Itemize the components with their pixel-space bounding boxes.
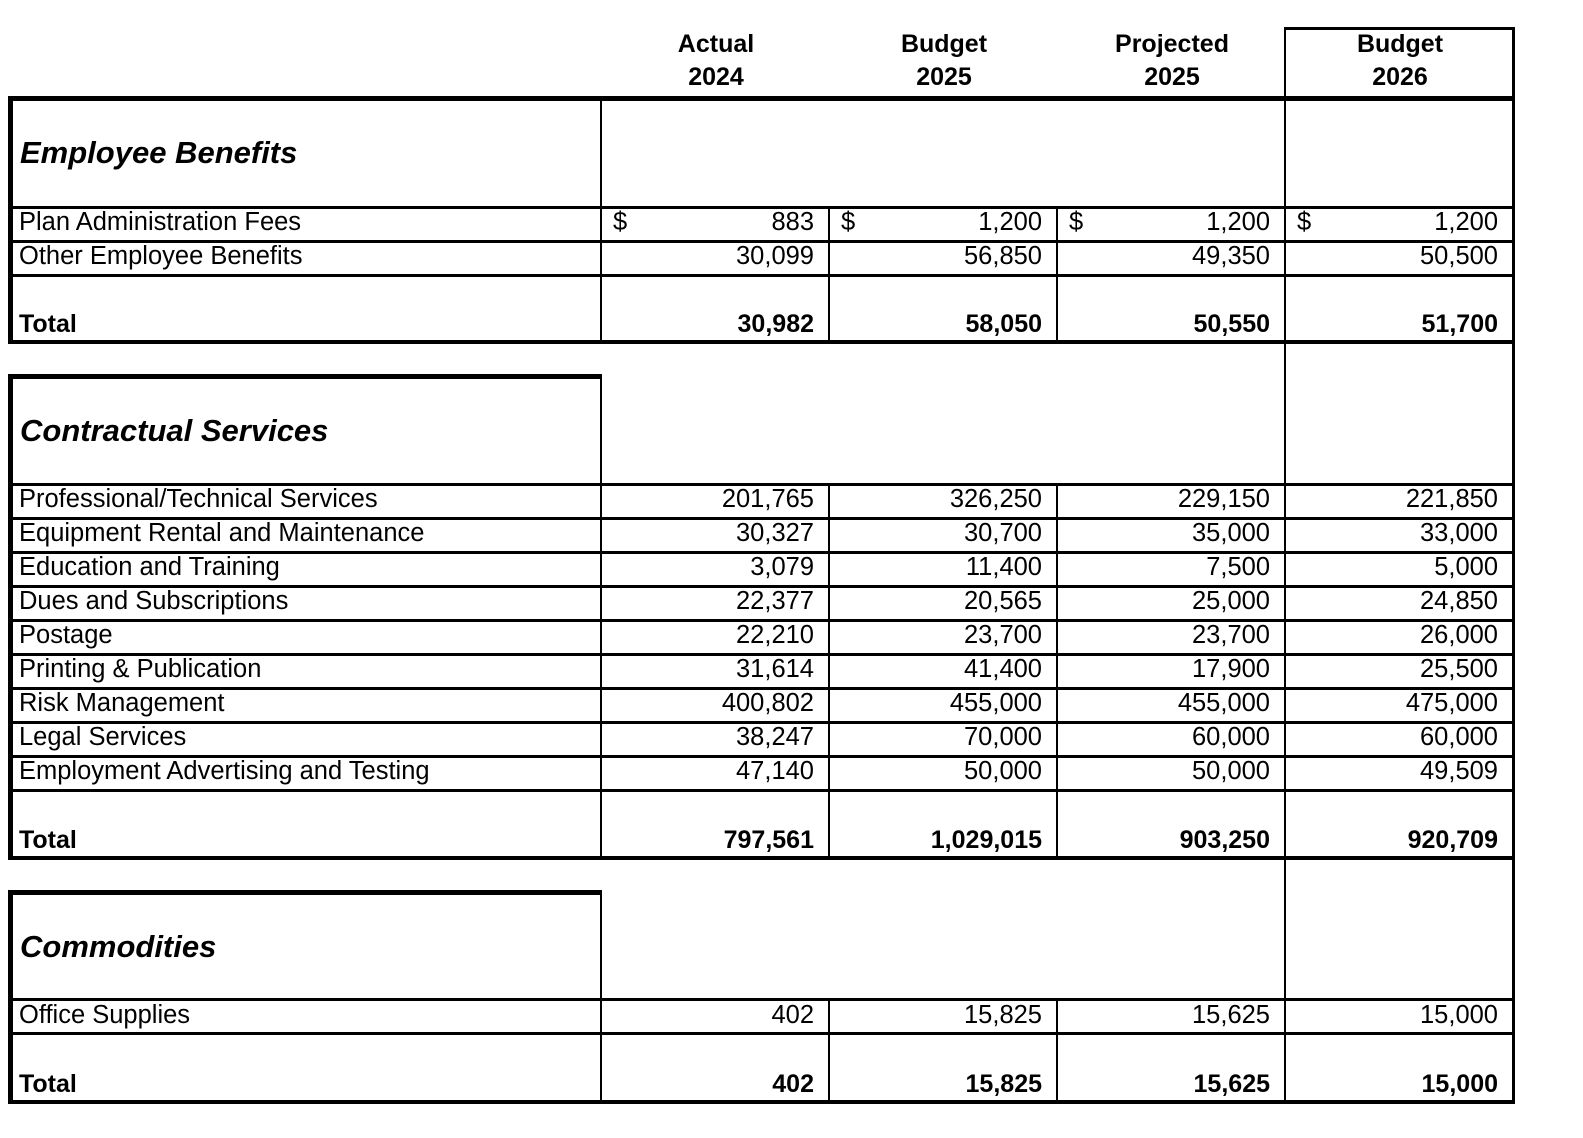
header-box-left xyxy=(1284,27,1286,100)
currency-symbol: $ xyxy=(1297,208,1312,236)
cell-value: 7,500 xyxy=(1206,553,1270,581)
total-label: Total xyxy=(19,826,77,854)
row-label: Other Employee Benefits xyxy=(19,242,303,270)
column-header-projected-2025 xyxy=(1058,28,1286,98)
column-header-line2: 2025 xyxy=(1144,63,1200,91)
cell-value: 17,900 xyxy=(1192,655,1270,683)
row-label: Printing & Publication xyxy=(19,655,262,683)
section-bottom-rule xyxy=(8,856,1515,860)
cell-value: 15,825 xyxy=(964,1001,1042,1029)
row-label: Equipment Rental and Maintenance xyxy=(19,519,425,547)
cell-value: 50,500 xyxy=(1420,242,1498,270)
section-title: Employee Benefits xyxy=(20,135,298,170)
column-header-budget-2025 xyxy=(830,28,1058,98)
column-header-line1: Actual xyxy=(677,30,755,58)
cell-value: 1,200 xyxy=(1206,208,1270,236)
cell-value: 23,700 xyxy=(964,621,1042,649)
total-value: 402 xyxy=(772,1070,814,1098)
cell-value: 49,509 xyxy=(1420,757,1498,785)
cell-value: 35,000 xyxy=(1192,519,1270,547)
cell-value: 22,377 xyxy=(736,587,814,615)
table-right-border xyxy=(1512,96,1515,344)
total-value: 50,550 xyxy=(1193,310,1270,338)
cell-value: 1,200 xyxy=(1434,208,1498,236)
cell-value: 41,400 xyxy=(964,655,1042,683)
cell-value: 455,000 xyxy=(1177,689,1270,717)
cell-value: 5,000 xyxy=(1434,553,1498,581)
cell-value: 31,614 xyxy=(736,655,814,683)
cell-value: 60,000 xyxy=(1192,723,1270,751)
section-title-box-top xyxy=(8,374,602,379)
column-header-line1: Projected xyxy=(1115,30,1229,58)
column-header-line2: 2026 xyxy=(1372,63,1428,91)
row-rule xyxy=(8,1032,1515,1035)
total-value: 903,250 xyxy=(1179,826,1270,854)
section-bottom-rule xyxy=(8,1100,1515,1104)
cell-value: 26,000 xyxy=(1420,621,1498,649)
total-value: 15,625 xyxy=(1193,1070,1270,1098)
row-label: Plan Administration Fees xyxy=(19,208,302,236)
column-header-line2: 2025 xyxy=(916,63,972,91)
cell-value: 50,000 xyxy=(964,757,1042,785)
row-label: Postage xyxy=(19,621,113,649)
total-value: 51,700 xyxy=(1421,310,1498,338)
total-value: 15,825 xyxy=(965,1070,1042,1098)
cell-value: 22,210 xyxy=(736,621,814,649)
row-label: Education and Training xyxy=(19,553,280,581)
row-label: Legal Services xyxy=(19,723,187,751)
cell-value: 400,802 xyxy=(721,689,814,717)
header-box-right xyxy=(1512,27,1515,100)
cell-value: 1,200 xyxy=(978,208,1042,236)
row-label: Professional/Technical Services xyxy=(19,485,378,513)
cell-value: 30,327 xyxy=(736,519,814,547)
total-value: 30,982 xyxy=(737,310,814,338)
column-header-actual-2024 xyxy=(602,28,830,98)
table-left-border xyxy=(8,890,13,1104)
cell-value: 3,079 xyxy=(750,553,814,581)
cell-value: 56,850 xyxy=(964,242,1042,270)
cell-value: 49,350 xyxy=(1192,242,1270,270)
cell-value: 47,140 xyxy=(736,757,814,785)
cell-value: 326,250 xyxy=(949,485,1042,513)
cell-value: 50,000 xyxy=(1192,757,1270,785)
column-header-budget-2026 xyxy=(1286,28,1514,98)
cell-value: 20,565 xyxy=(964,587,1042,615)
cell-value: 24,850 xyxy=(1420,587,1498,615)
column-header-line1: Budget xyxy=(1356,30,1444,58)
table-right-border xyxy=(1512,860,1515,1104)
table-left-border xyxy=(8,374,13,860)
table-left-border xyxy=(8,96,13,344)
cell-value: 25,500 xyxy=(1420,655,1498,683)
cell-value: 38,247 xyxy=(736,723,814,751)
total-value: 1,029,015 xyxy=(930,826,1042,854)
section-top-rule xyxy=(8,96,1515,101)
cell-value: 11,400 xyxy=(965,553,1042,581)
cell-value: 201,765 xyxy=(721,485,814,513)
section-title: Commodities xyxy=(20,929,217,964)
row-label: Employment Advertising and Testing xyxy=(19,757,430,785)
cell-value: 70,000 xyxy=(964,723,1042,751)
total-value: 15,000 xyxy=(1421,1070,1498,1098)
currency-symbol: $ xyxy=(1069,208,1084,236)
cell-value: 15,625 xyxy=(1192,1001,1270,1029)
cell-value: 883 xyxy=(771,208,814,236)
cell-value: 15,000 xyxy=(1420,1001,1498,1029)
row-label: Office Supplies xyxy=(19,1001,191,1029)
cell-value: 33,000 xyxy=(1420,519,1498,547)
row-rule xyxy=(8,274,1515,277)
column-header-line2: 2024 xyxy=(688,63,744,91)
total-value: 920,709 xyxy=(1407,826,1498,854)
cell-value: 229,150 xyxy=(1177,485,1270,513)
cell-value: 60,000 xyxy=(1420,723,1498,751)
cell-value: 475,000 xyxy=(1405,689,1498,717)
section-bottom-rule xyxy=(8,340,1515,344)
column-divider xyxy=(600,374,602,860)
cell-value: 30,700 xyxy=(964,519,1042,547)
currency-symbol: $ xyxy=(841,208,856,236)
header-box-top xyxy=(1284,27,1515,30)
row-rule xyxy=(8,789,1515,792)
total-value: 58,050 xyxy=(965,310,1042,338)
section-title: Contractual Services xyxy=(20,413,329,448)
cell-value: 23,700 xyxy=(1192,621,1270,649)
section-title-box-top xyxy=(8,890,602,895)
cell-value: 221,850 xyxy=(1405,485,1498,513)
currency-symbol: $ xyxy=(613,208,628,236)
row-label: Risk Management xyxy=(19,689,225,717)
row-label: Dues and Subscriptions xyxy=(19,587,289,615)
cell-value: 30,099 xyxy=(736,242,814,270)
cell-value: 402 xyxy=(771,1001,814,1029)
total-label: Total xyxy=(19,1070,77,1098)
total-value: 797,561 xyxy=(723,826,814,854)
column-header-line1: Budget xyxy=(900,30,988,58)
table-right-border xyxy=(1512,344,1515,860)
column-divider xyxy=(1284,860,1286,1104)
cell-value: 455,000 xyxy=(949,689,1042,717)
cell-value: 25,000 xyxy=(1192,587,1270,615)
total-label: Total xyxy=(19,310,77,338)
